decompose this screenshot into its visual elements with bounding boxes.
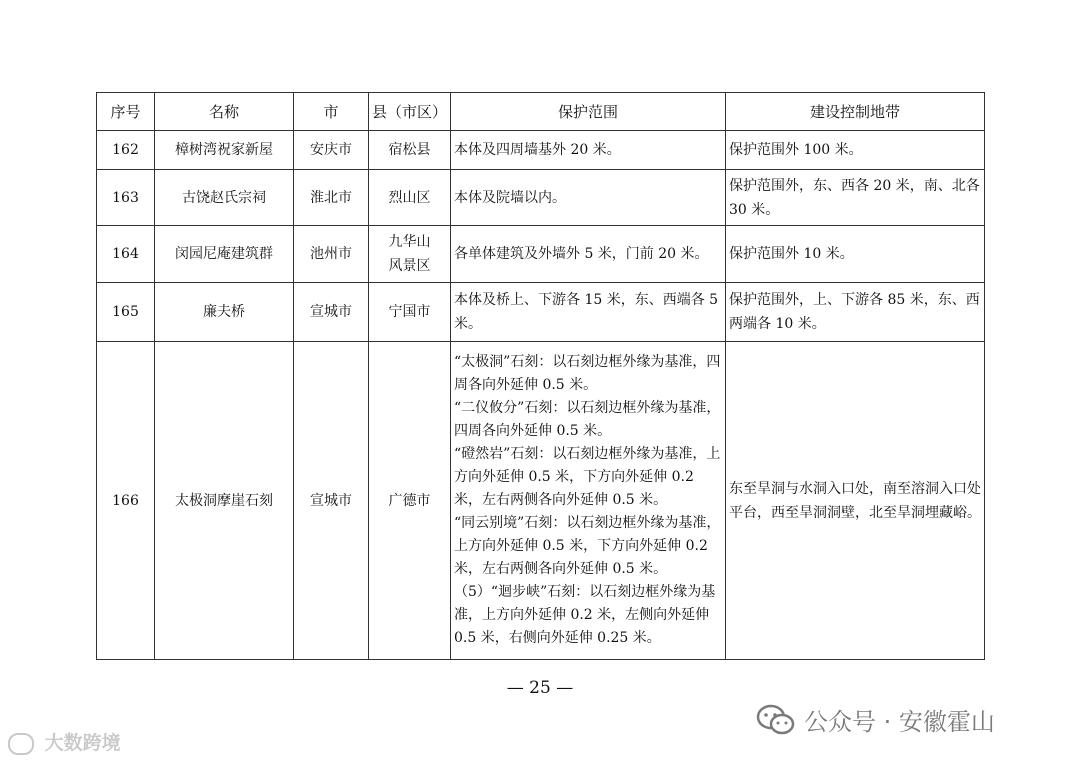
protect-line: “磴然岩”石刻：以石刻边框外缘为基准，上方向外延伸 0.5 米，下方向外延伸 0.2 米，左右两侧各向外延伸 0.5 米。 [454,446,721,508]
row-county: 宁国市 [369,283,451,342]
logo-icon [8,733,34,755]
row-protect: 本体及桥上、下游各 15 米，东、西端各 5 米。 [451,283,726,342]
header-city: 市 [294,93,369,131]
row-control: 保护范围外，上、下游各 85 米，东、西两端各 10 米。 [726,283,985,342]
row-city: 淮北市 [294,170,369,226]
header-county: 县（市区） [369,93,451,131]
row-protect [451,342,726,660]
table-row [97,170,985,226]
watermark-left-text: 大数跨境 [44,732,121,754]
table-row [97,131,985,170]
row-city: 宣城市 [294,342,369,660]
row-no: 162 [97,131,155,170]
row-protect: 本体及院墙以内。 [451,170,726,226]
table-header-row [97,93,985,131]
row-no: 165 [97,283,155,342]
row-name: 樟树湾祝家新屋 [155,131,294,170]
row-name: 古饶赵氏宗祠 [155,170,294,226]
row-name: 闵园尼庵建筑群 [155,226,294,283]
row-no: 163 [97,170,155,226]
row-protect: 各单体建筑及外墙外 5 米，门前 20 米。 [451,226,726,283]
header-no: 序号 [97,93,155,131]
protect-line: “二仪攸分”石刻：以石刻边框外缘为基准，四周各向外延伸 0.5 米。 [454,400,721,439]
row-control: 保护范围外 100 米。 [726,131,985,170]
wechat-icon [756,703,796,737]
heritage-table [96,92,985,660]
protect-line: “同云别境”石刻：以石刻边框外缘为基准，上方向外延伸 0.5 米，下方向外延伸 0.2 米，左右两侧各向外延伸 0.5 米。 [454,515,721,577]
table-row [97,226,985,283]
protect-line: （5）“迴步峡”石刻：以石刻边框外缘为基准，上方向外延伸 0.2 米，左侧向外延伸 0.5 米，右侧向外延伸 0.25 米。 [454,584,716,646]
row-control: 保护范围外 10 米。 [726,226,985,283]
table-row [97,342,985,660]
row-no: 166 [97,342,155,660]
row-county: 九华山风景区 [369,226,451,283]
protect-line: “太极洞”石刻：以石刻边框外缘为基准，四周各向外延伸 0.5 米。 [454,354,721,393]
page-number: — 25 — [506,678,574,698]
table-row [97,283,985,342]
row-name: 太极洞摩崖石刻 [155,342,294,660]
row-control: 保护范围外，东、西各 20 米，南、北各 30 米。 [726,170,985,226]
row-city: 宣城市 [294,283,369,342]
row-name: 廉夫桥 [155,283,294,342]
row-city: 安庆市 [294,131,369,170]
row-no: 164 [97,226,155,283]
row-county: 烈山区 [369,170,451,226]
row-protect: 本体及四周墙基外 20 米。 [451,131,726,170]
row-city: 池州市 [294,226,369,283]
row-control: 东至旱洞与水洞入口处，南至溶洞入口处平台，西至旱洞洞壁，北至旱洞埋藏峪。 [726,342,985,660]
header-control: 建设控制地带 [726,93,985,131]
row-county: 宿松县 [369,131,451,170]
header-name: 名称 [155,93,294,131]
row-county: 广德市 [369,342,451,660]
watermark-right [756,702,995,737]
watermark-right-text: 公众号 · 安徽霍山 [804,708,995,736]
watermark-left [8,728,121,755]
header-protect: 保护范围 [451,93,726,131]
